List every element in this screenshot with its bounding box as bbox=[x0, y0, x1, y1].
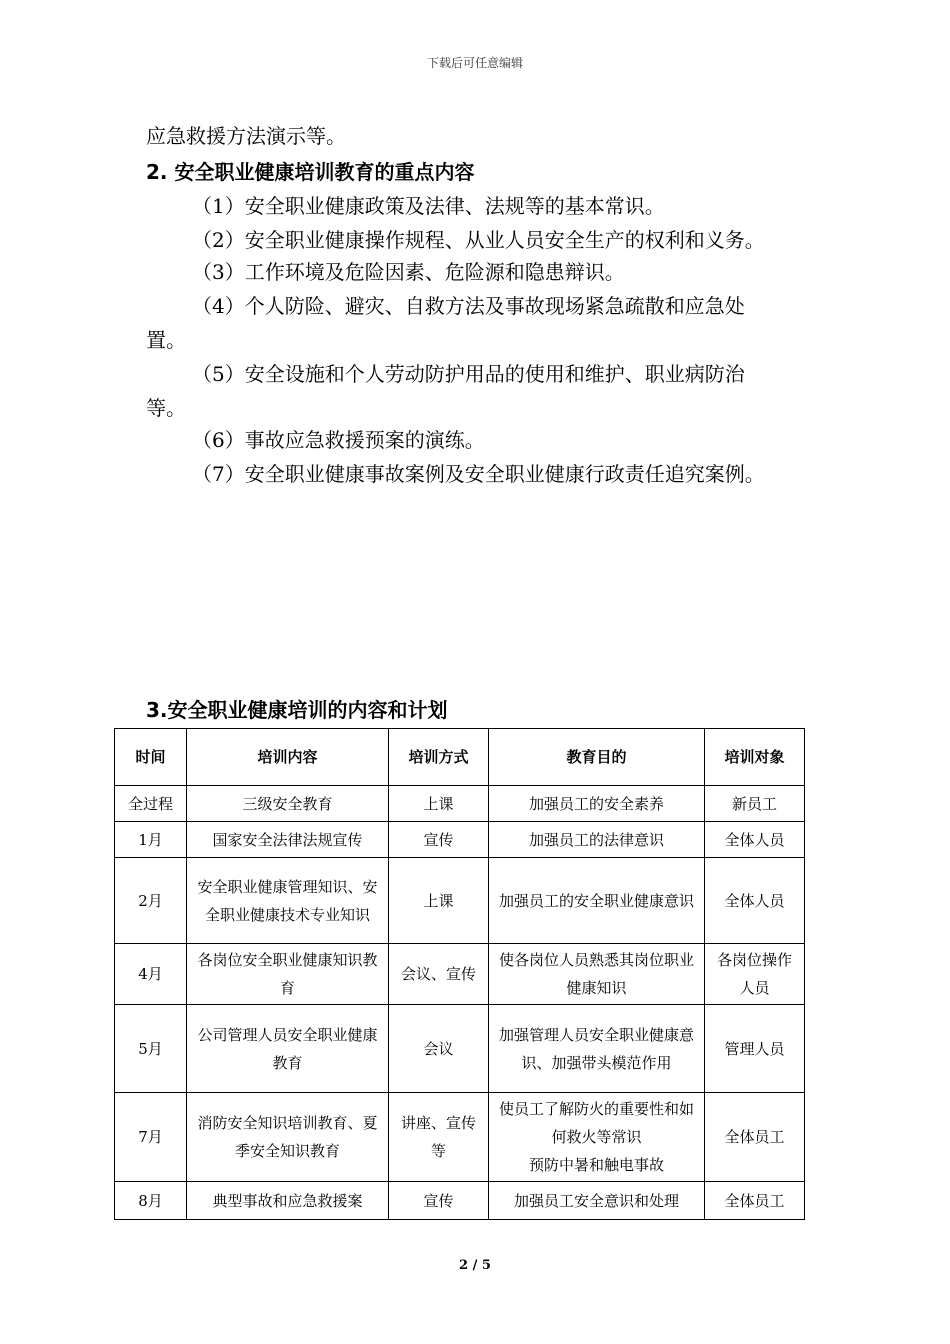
header-purpose: 教育目的 bbox=[489, 729, 705, 786]
list-item-5: （5）安全设施和个人劳动防护用品的使用和维护、职业病防治 bbox=[192, 362, 745, 386]
cell-target: 全体员工 bbox=[705, 1182, 805, 1220]
list-item-3: （3）工作环境及危险因素、危险源和隐患辩识。 bbox=[192, 260, 625, 284]
cell-time: 7月 bbox=[115, 1093, 187, 1182]
cell-target: 新员工 bbox=[705, 786, 805, 822]
cell-time: 8月 bbox=[115, 1182, 187, 1220]
cell-purpose: 加强管理人员安全职业健康意识、加强带头模范作用 bbox=[489, 1005, 705, 1093]
cell-target: 管理人员 bbox=[705, 1005, 805, 1093]
cell-purpose: 加强员工的安全职业健康意识 bbox=[489, 858, 705, 944]
cell-content: 国家安全法律法规宣传 bbox=[187, 822, 389, 858]
table-title: 3.安全职业健康培训的内容和计划 bbox=[146, 698, 448, 722]
cell-target: 全体人员 bbox=[705, 822, 805, 858]
cell-time: 5月 bbox=[115, 1005, 187, 1093]
page-header: 下载后可任意编辑 bbox=[426, 56, 523, 70]
list-item-4: （4）个人防险、避灾、自救方法及事故现场紧急疏散和应急处 bbox=[192, 294, 745, 318]
table-row bbox=[115, 858, 805, 944]
cell-method: 上课 bbox=[389, 786, 489, 822]
list-item-4-cont: 置。 bbox=[146, 328, 186, 352]
cell-method: 讲座、宣传等 bbox=[389, 1093, 489, 1182]
list-item-2: （2）安全职业健康操作规程、从业人员安全生产的权利和义务。 bbox=[192, 228, 765, 252]
table-row bbox=[115, 1005, 805, 1093]
cell-target: 各岗位操作人员 bbox=[705, 944, 805, 1005]
header-time: 时间 bbox=[115, 729, 187, 786]
table-row bbox=[115, 944, 805, 1005]
cell-time: 4月 bbox=[115, 944, 187, 1005]
cell-time: 1月 bbox=[115, 822, 187, 858]
list-item-1: （1）安全职业健康政策及法律、法规等的基本常识。 bbox=[192, 194, 665, 218]
cell-content: 消防安全知识培训教育、夏季安全知识教育 bbox=[187, 1093, 389, 1182]
cell-time: 全过程 bbox=[115, 786, 187, 822]
table-row bbox=[115, 1182, 805, 1220]
paragraph-continuation: 应急救援方法演示等。 bbox=[146, 124, 346, 148]
cell-purpose: 使员工了解防火的重要性和如何救火等常识 预防中暑和触电事故 bbox=[489, 1093, 705, 1182]
header-target: 培训对象 bbox=[705, 729, 805, 786]
list-item-5-cont: 等。 bbox=[146, 396, 186, 420]
table-row bbox=[115, 1093, 805, 1182]
cell-method: 上课 bbox=[389, 858, 489, 944]
list-item-6: （6）事故应急救援预案的演练。 bbox=[192, 428, 485, 452]
cell-method: 会议、宣传 bbox=[389, 944, 489, 1005]
training-plan-table bbox=[114, 728, 805, 1220]
cell-purpose: 使各岗位人员熟悉其岗位职业健康知识 bbox=[489, 944, 705, 1005]
cell-method: 宣传 bbox=[389, 822, 489, 858]
cell-target: 全体人员 bbox=[705, 858, 805, 944]
cell-method: 宣传 bbox=[389, 1182, 489, 1220]
table-header-row bbox=[115, 729, 805, 786]
table-row bbox=[115, 822, 805, 858]
cell-purpose: 加强员工安全意识和处理 bbox=[489, 1182, 705, 1220]
cell-content: 各岗位安全职业健康知识教育 bbox=[187, 944, 389, 1005]
table-row bbox=[115, 786, 805, 822]
cell-target: 全体员工 bbox=[705, 1093, 805, 1182]
list-item-7: （7）安全职业健康事故案例及安全职业健康行政责任追究案例。 bbox=[192, 462, 765, 486]
cell-content: 安全职业健康管理知识、安全职业健康技术专业知识 bbox=[187, 858, 389, 944]
cell-purpose: 加强员工的法律意识 bbox=[489, 822, 705, 858]
header-method: 培训方式 bbox=[389, 729, 489, 786]
cell-content: 典型事故和应急救援案 bbox=[187, 1182, 389, 1220]
cell-method: 会议 bbox=[389, 1005, 489, 1093]
section-heading-2: 2. 安全职业健康培训教育的重点内容 bbox=[146, 160, 475, 184]
cell-content: 公司管理人员安全职业健康教育 bbox=[187, 1005, 389, 1093]
cell-purpose: 加强员工的安全素养 bbox=[489, 786, 705, 822]
cell-content: 三级安全教育 bbox=[187, 786, 389, 822]
page-number: 2 / 5 bbox=[459, 1258, 491, 1273]
header-content: 培训内容 bbox=[187, 729, 389, 786]
cell-time: 2月 bbox=[115, 858, 187, 944]
